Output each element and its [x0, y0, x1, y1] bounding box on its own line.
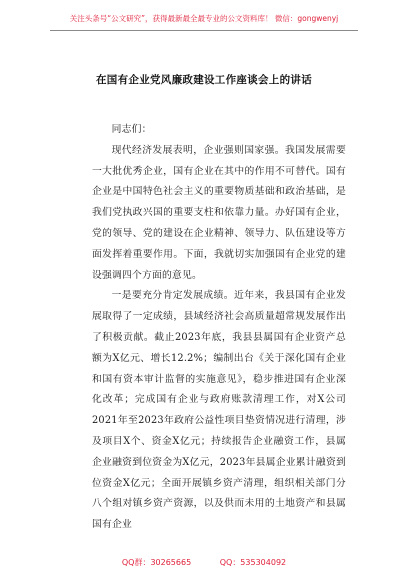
header-note: 关注头条号“公文研究”，获得最新最全最专业的公文资料库！ 微信：gongwenyj — [69, 14, 339, 23]
footer-qq-group: QQ群：30265665 — [121, 558, 192, 567]
document-title: 在国有企业党风廉政建设工作座谈会上的讲话 — [96, 74, 312, 86]
footer-contact — [0, 557, 408, 568]
footer-qq-number: QQ：535304092 — [219, 558, 287, 567]
document-body — [92, 120, 346, 536]
header-divider — [50, 30, 358, 31]
salutation: 同志们： — [111, 124, 152, 135]
paragraph-2: 一是要充分肯定发展成绩。近年来，我县国有企业发展取得了一定成绩，县域经济社会高质量超常规发展作出了积极贡献。截止2023年底，我县县属国有企业资产总额为X亿元、增长12.2%；编制出台《关于深化国有企业和国有资本审计监督的实施意见》，稳步推进国有企业深化改革；完成国有企业与政府账款清理工作，对X公司2021年至2023年政府公益性项目垫资情况进行清理，涉及项目X个、资金X亿元；持续报告企业融资工作，县属企业融资到位资金为X亿元，2023年县属企业累计融资到位资金X亿元；全面开展镇乡资产清理，组织相关部门分八个组对镇乡资产资源，以及供而未用的土地资产和县属国有企业 — [92, 290, 346, 531]
paragraph-1: 现代经济发展表明，企业强则国家强。我国发展需要一大批优秀企业，国有企业在其中的作用不可替代。国有企业是中国特色社会主义的重要物质基础和政治基础，是我们党执政兴国的重要支柱和依靠力量。办好国有企业，党的领导、党的建设在企业精神、领导力、队伍建设等方面发挥着重要作用。下面，我就切实加强国有企业党的建设强调四个方面的意见。 — [92, 144, 346, 281]
